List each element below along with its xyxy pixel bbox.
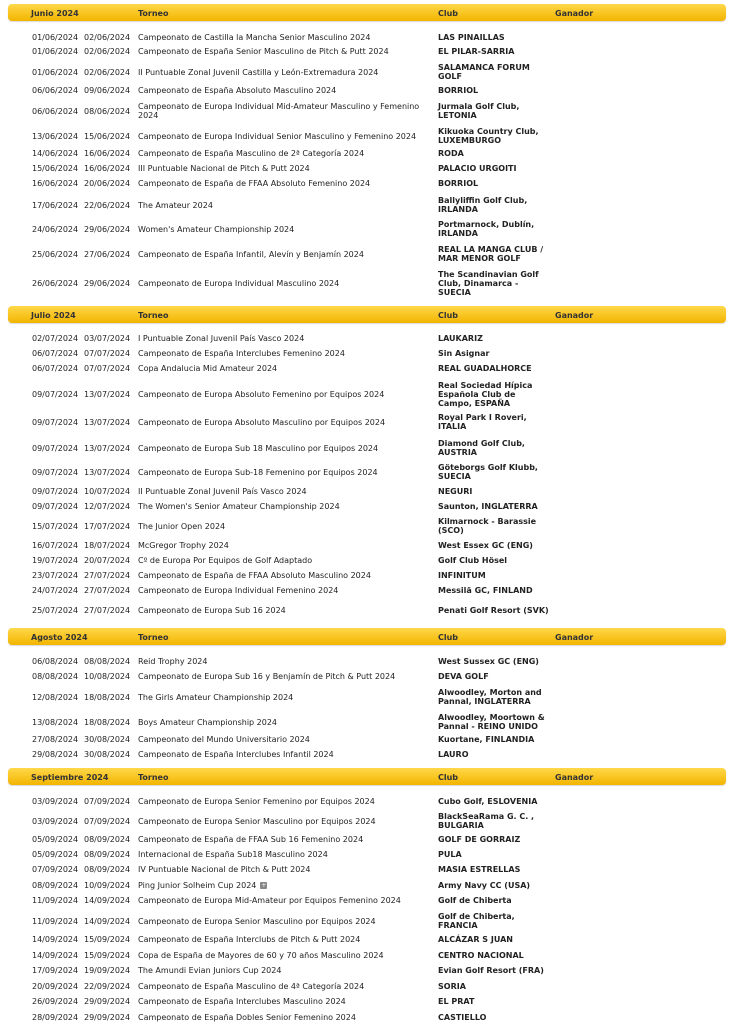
table-row [0,734,741,744]
table-row [0,333,741,343]
month-label: Julio 2024 [31,311,76,320]
tournament-link[interactable]: Campeonato de España de FFAA Sub 16 Femenino 2024 [138,834,364,844]
tournament-link[interactable]: The Amundi Evian Juniors Cup 2024 [138,965,282,975]
club-name: CENTRO NACIONAL [438,950,524,960]
ganador-column-header: Ganador [555,773,594,782]
tournament-link[interactable]: The Junior Open 2024 [138,521,226,531]
start-date: 11/09/2024 [32,916,79,926]
tournament-link[interactable]: Campeonato de Europa Mid-Amateur por Equipos Femenino 2024 [138,895,401,905]
start-date: 27/08/2024 [32,734,79,744]
table-row [0,796,741,806]
end-date: 13/07/2024 [84,417,131,427]
end-date: 14/09/2024 [84,916,131,926]
tournament-link[interactable]: Campeonato de España Absoluto Masculino 2024 [138,85,337,95]
end-date: 15/06/2024 [84,131,131,141]
end-date: 08/06/2024 [84,106,131,116]
table-row [0,570,741,580]
tournament-link[interactable]: Campeonato de España Dobles Senior Femenino 2024 [138,1012,356,1022]
start-date: 25/07/2024 [32,605,79,615]
end-date: 08/08/2024 [84,656,131,666]
table-row [0,911,741,931]
tournament-link[interactable]: Campeonato de Europa Sub 16 2024 [138,605,286,615]
tournament-link[interactable]: Campeonato de Europa Individual Femenino 2024 [138,585,339,595]
tournament-link[interactable]: Ping Junior Solheim Cup 2024 + [138,880,267,890]
end-date: 17/07/2024 [84,521,131,531]
table-row [0,687,741,707]
table-row [0,438,741,458]
tournament-link[interactable]: Boys Amateur Championship 2024 [138,717,278,727]
table-row [0,600,741,620]
club-name: DEVA GOLF [438,671,489,681]
tournament-link[interactable]: Campeonato de España de FFAA Absoluto Femenino 2024 [138,178,371,188]
tournament-link[interactable]: The Girls Amateur Championship 2024 [138,692,294,702]
tournament-link[interactable]: Campeonato de Europa Senior Masculino por Equipos 2024 [138,816,376,826]
club-name: Royal Park I Roveri, ITALIA [438,413,527,431]
club-name: Penati Golf Resort (SVK) [438,605,549,615]
tournament-link[interactable]: Campeonato de Europa Sub-18 Femenino por Equipos 2024 [138,467,378,477]
end-date: 13/07/2024 [84,443,131,453]
tournament-link[interactable]: Campeonato de España Interclubes Infantil 2024 [138,749,334,759]
table-row [0,219,741,239]
tournament-link[interactable]: Campeonato de Europa Absoluto Masculino por Equipos 2024 [138,417,386,427]
club-name: Army Navy CC (USA) [438,880,531,890]
table-row [0,32,741,42]
start-date: 14/06/2024 [32,148,79,158]
start-date: 17/06/2024 [32,200,79,210]
table-row [0,849,741,859]
club-name: Kikuoka Country Club, LUXEMBURGO [438,127,539,145]
table-row [0,501,741,511]
end-date: 10/07/2024 [84,486,131,496]
month-label: Agosto 2024 [31,633,88,642]
end-date: 20/06/2024 [84,178,131,188]
club-name: CASTIELLO [438,1012,487,1022]
ganador-column-header: Ganador [555,311,594,320]
end-date: 27/07/2024 [84,585,131,595]
tournament-link[interactable]: Campeonato de Europa Individual Mid-Amateur Masculino y Femenino 2024 [138,102,420,120]
tournament-link[interactable]: Campeonato de España Interclubs de Pitch & Putt 2024 [138,934,361,944]
end-date: 09/06/2024 [84,85,131,95]
tournament-link[interactable]: II Puntuable Zonal Juvenil País Vasco 2024 [138,486,307,496]
start-date: 01/06/2024 [32,32,79,42]
end-date: 13/07/2024 [84,389,131,399]
table-row [0,85,741,95]
club-name: Portmarnock, Dublín, IRLANDA [438,220,535,238]
month-label: Septiembre 2024 [31,773,109,782]
start-date: 16/06/2024 [32,178,79,188]
tournament-link[interactable]: Campeonato de Castilla la Mancha Senior Masculino 2024 [138,32,371,42]
club-name: EL PILAR-SARRIA [438,46,515,56]
table-row [0,348,741,358]
start-date: 24/06/2024 [32,224,79,234]
table-row [0,195,741,215]
end-date: 27/06/2024 [84,249,131,259]
end-date: 27/07/2024 [84,605,131,615]
club-name: REAL GUADALHORCE [438,363,532,373]
tournament-link[interactable]: Reid Trophy 2024 [138,656,208,666]
start-date: 09/07/2024 [32,389,79,399]
table-row [0,934,741,944]
tournament-link[interactable]: Campeonato de Europa Senior Femenino por Equipos 2024 [138,796,375,806]
tournament-link[interactable]: Campeonato de España de FFAA Absoluto Masculino 2024 [138,570,371,580]
club-name: Golf Club Hösel [438,555,508,565]
start-date: 01/06/2024 [32,46,79,56]
tournament-link[interactable]: Campeonato de Europa Sub 18 Masculino por Equipos 2024 [138,443,379,453]
club-name: INFINITUM [438,570,486,580]
club-name: Saunton, INGLATERRA [438,501,538,511]
start-date: 08/09/2024 [32,880,79,890]
end-date: 14/09/2024 [84,895,131,905]
start-date: 01/06/2024 [32,67,79,77]
table-row [0,895,741,905]
club-name: Kilmarnock - Barassie (SCO) [438,517,537,535]
table-row [0,101,741,121]
table-row [0,656,741,666]
end-date: 29/09/2024 [84,996,131,1006]
club-name: Sin Asignar [438,348,490,358]
club-column-header: Club [438,633,459,642]
table-row [0,540,741,550]
club-name: ALCÁZAR S JUAN [438,934,513,944]
tournament-link[interactable]: The Women's Senior Amateur Championship 2024 [138,501,340,511]
end-date: 19/09/2024 [84,965,131,975]
start-date: 14/09/2024 [32,950,79,960]
end-date: 10/09/2024 [84,880,131,890]
ganador-column-header: Ganador [555,633,594,642]
end-date: 29/09/2024 [84,1012,131,1022]
start-date: 09/07/2024 [32,443,79,453]
table-row [0,880,741,890]
tournament-link[interactable]: IV Puntuable Nacional de Pitch & Putt 2024 [138,864,311,874]
tournament-link[interactable]: Women's Amateur Championship 2024 [138,224,295,234]
end-date: 29/06/2024 [84,278,131,288]
club-name: EL PRAT [438,996,475,1006]
club-name: SORIA [438,981,466,991]
table-row [0,269,741,297]
month-header [8,768,726,785]
table-row [0,555,741,565]
tournament-link[interactable]: I Puntuable Zonal Juvenil País Vasco 2024 [138,333,305,343]
club-name: The Scandinavian Golf Club, Dinamarca - SUECIA [438,269,539,297]
club-name: Alwoodley, Moortown & Pannal - REINO UNIDO [438,713,545,731]
start-date: 06/08/2024 [32,656,79,666]
club-column-header: Club [438,9,459,18]
end-date: 07/07/2024 [84,363,131,373]
start-date: 17/09/2024 [32,965,79,975]
end-date: 15/09/2024 [84,934,131,944]
end-date: 18/08/2024 [84,717,131,727]
club-name: West Essex GC (ENG) [438,540,533,550]
start-date: 08/08/2024 [32,671,79,681]
tournament-link[interactable]: III Puntuable Nacional de Pitch & Putt 2024 [138,163,310,173]
tournament-link[interactable]: Campeonato de Europa Sub 16 y Benjamín de Pitch & Putt 2024 [138,671,396,681]
table-row [0,462,741,482]
end-date: 16/06/2024 [84,163,131,173]
end-date: 02/06/2024 [84,32,131,42]
club-name: Kuortane, FINLANDIA [438,734,535,744]
end-date: 15/09/2024 [84,950,131,960]
table-row [0,585,741,595]
end-date: 30/08/2024 [84,734,131,744]
end-date: 10/08/2024 [84,671,131,681]
table-row [0,965,741,975]
start-date: 19/07/2024 [32,555,79,565]
table-row [0,516,741,536]
club-name: PULA [438,849,462,859]
torneo-column-header: Torneo [138,633,169,642]
table-row [0,950,741,960]
club-name: NEGURI [438,486,473,496]
club-name: Göteborgs Golf Klubb, SUECIA [438,463,538,481]
start-date: 06/07/2024 [32,348,79,358]
start-date: 12/08/2024 [32,692,79,702]
month-header [8,628,726,645]
tournament-link[interactable]: Cº de Europa Por Equipos de Golf Adaptado [138,555,313,565]
club-name: GOLF DE GORRAIZ [438,834,521,844]
start-date: 07/09/2024 [32,864,79,874]
start-date: 24/07/2024 [32,585,79,595]
club-name: Golf de Chiberta, FRANCIA [438,912,515,930]
table-row [0,834,741,844]
tournament-link[interactable]: Internacional de España Sub18 Masculino 2024 [138,849,328,859]
start-date: 28/09/2024 [32,1012,79,1022]
club-column-header: Club [438,311,459,320]
start-date: 23/07/2024 [32,570,79,580]
start-date: 05/09/2024 [32,849,79,859]
start-date: 06/06/2024 [32,85,79,95]
club-name: PALACIO URGOITI [438,163,517,173]
end-date: 08/09/2024 [84,864,131,874]
end-date: 02/06/2024 [84,67,131,77]
start-date: 14/09/2024 [32,934,79,944]
month-label: Junio 2024 [31,9,79,18]
club-name: Jurmala Golf Club, LETONIA [438,102,520,120]
table-row [0,811,741,831]
end-date: 03/07/2024 [84,333,131,343]
start-date: 16/07/2024 [32,540,79,550]
table-row [0,1012,741,1022]
start-date: 26/06/2024 [32,278,79,288]
start-date: 05/09/2024 [32,834,79,844]
tournament-link[interactable]: Copa Andalucia Mid Amateur 2024 [138,363,278,373]
month-header [8,4,726,21]
end-date: 12/07/2024 [84,501,131,511]
tournament-link[interactable]: Campeonato de España Masculino de 4ª Categoría 2024 [138,981,365,991]
end-date: 30/08/2024 [84,749,131,759]
club-name: Cubo Golf, ESLOVENIA [438,796,538,806]
torneo-column-header: Torneo [138,9,169,18]
end-date: 07/07/2024 [84,348,131,358]
end-date: 22/06/2024 [84,200,131,210]
table-row [0,486,741,496]
tournament-link[interactable]: II Puntuable Zonal Juvenil Castilla y León-Extremadura 2024 [138,67,379,77]
end-date: 22/09/2024 [84,981,131,991]
club-name: Alwoodley, Morton and Pannal, INGLATERRA [438,688,542,706]
end-date: 13/07/2024 [84,467,131,477]
club-name: SALAMANCA FORUM GOLF [438,63,530,81]
club-name: BORRIOL [438,85,479,95]
end-date: 08/09/2024 [84,849,131,859]
tournament-link[interactable]: Campeonato de Europa Absoluto Femenino por Equipos 2024 [138,389,385,399]
tournament-link[interactable]: Campeonato de Europa Individual Masculino 2024 [138,278,340,288]
table-row [0,178,741,188]
club-name: Ballyliffin Golf Club, IRLANDA [438,196,528,214]
tournament-link[interactable]: Campeonato de España Senior Masculino de Pitch & Putt 2024 [138,46,389,56]
start-date: 15/07/2024 [32,521,79,531]
club-name: Evian Golf Resort (FRA) [438,965,544,975]
club-name: LAS PINAILLAS [438,32,505,42]
club-name: BORRIOL [438,178,479,188]
info-icon[interactable]: + [261,881,267,889]
club-name: Diamond Golf Club, AUSTRIA [438,439,525,457]
table-row [0,148,741,158]
club-name: BlackSeaRama G. C. , BULGARIA [438,812,535,830]
tournament-link[interactable]: Campeonato de España Interclubes Femenino 2024 [138,348,345,358]
table-row [0,126,741,146]
start-date: 20/09/2024 [32,981,79,991]
club-name: REAL LA MANGA CLUB / MAR MENOR GOLF [438,245,544,263]
tournament-link[interactable]: Campeonato de España Interclubes Masculino 2024 [138,996,346,1006]
tournament-link[interactable]: Campeonato de Europa Individual Senior Masculino y Femenino 2024 [138,131,417,141]
club-name: Messilä GC, FINLAND [438,585,533,595]
end-date: 29/06/2024 [84,224,131,234]
end-date: 07/09/2024 [84,816,131,826]
torneo-column-header: Torneo [138,773,169,782]
torneo-column-header: Torneo [138,311,169,320]
table-row [0,671,741,681]
tournament-link[interactable]: Campeonato de Europa Senior Masculino por Equipos 2024 [138,916,376,926]
table-row [0,749,741,759]
club-name: Real Sociedad Hípica Española Club de Campo, ESPAÑA [438,380,533,408]
start-date: 09/07/2024 [32,467,79,477]
ganador-column-header: Ganador [555,9,594,18]
start-date: 06/07/2024 [32,363,79,373]
end-date: 07/09/2024 [84,796,131,806]
table-row [0,981,741,991]
table-row [0,996,741,1006]
table-row [0,712,741,732]
tournament-link[interactable]: Campeonato del Mundo Universitario 2024 [138,734,310,744]
tournament-link[interactable]: Copa de España de Mayores de 60 y 70 años Masculino 2024 [138,950,384,960]
start-date: 02/07/2024 [32,333,79,343]
end-date: 18/07/2024 [84,540,131,550]
end-date: 27/07/2024 [84,570,131,580]
tournament-link[interactable]: The Amateur 2024 [138,200,213,210]
club-name: Golf de Chiberta [438,895,512,905]
tournament-link[interactable]: Campeonato de España Masculino de 2ª Categoría 2024 [138,148,365,158]
table-row [0,380,741,408]
tournament-link[interactable]: Campeonato de España Infantil, Alevín y Benjamín 2024 [138,249,364,259]
club-name: RODA [438,148,464,158]
start-date: 09/07/2024 [32,501,79,511]
start-date: 26/09/2024 [32,996,79,1006]
month-header [8,306,726,323]
end-date: 20/07/2024 [84,555,131,565]
table-row [0,363,741,373]
end-date: 18/08/2024 [84,692,131,702]
club-name: West Sussex GC (ENG) [438,656,539,666]
club-name: LAUKARIZ [438,333,483,343]
end-date: 08/09/2024 [84,834,131,844]
table-row [0,163,741,173]
table-row [0,864,741,874]
start-date: 09/07/2024 [32,486,79,496]
end-date: 02/06/2024 [84,46,131,56]
table-row [0,244,741,264]
club-name: MASIA ESTRELLAS [438,864,521,874]
table-row [0,412,741,432]
club-name: LAURO [438,749,469,759]
start-date: 11/09/2024 [32,895,79,905]
start-date: 13/06/2024 [32,131,79,141]
start-date: 06/06/2024 [32,106,79,116]
start-date: 03/09/2024 [32,816,79,826]
end-date: 16/06/2024 [84,148,131,158]
start-date: 13/08/2024 [32,717,79,727]
start-date: 09/07/2024 [32,417,79,427]
table-row [0,46,741,56]
start-date: 03/09/2024 [32,796,79,806]
start-date: 25/06/2024 [32,249,79,259]
club-column-header: Club [438,773,459,782]
start-date: 15/06/2024 [32,163,79,173]
start-date: 29/08/2024 [32,749,79,759]
tournament-link[interactable]: McGregor Trophy 2024 [138,540,229,550]
table-row [0,62,741,82]
